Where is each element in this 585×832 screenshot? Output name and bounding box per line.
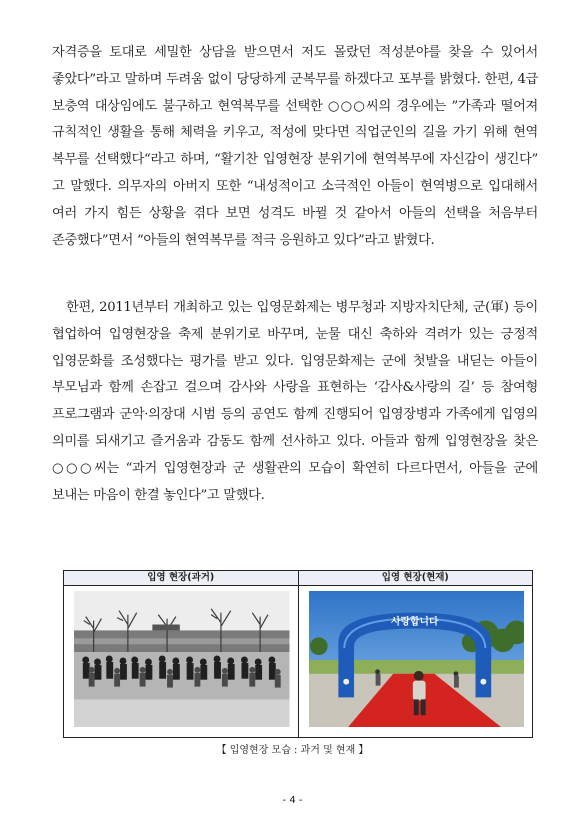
photo-cell-present [298, 571, 533, 737]
photo-caption: 【 입영현장 모습 : 과거 및 현재 】 [216, 745, 369, 756]
photo-header-past: 입영 현장(과거) [64, 571, 298, 586]
body-paragraph-2: 한편, 2011년부터 개최하고 있는 입영문화제는 병무청과 지방자치단체, 군(軍) 등이 협업하여 입영현장을 축제 분위기로 바꾸며, 눈물 대신 축하와 격려가 있는 긍정적 입영문화를 조성했다는 평가를 받고 있다. 입영문화제는 군에 첫발을 내딛는 아들이 부모님과 함께 손잡고 걸으며 감사와 사랑을 표현하는 ‘감사&사랑의 길’ 등 참여형 프로그램과 군악·의장대 시범 등의 공연도 함께 진행되어 입영장병과 가족에게 입영의 의미를 되새기고 즐거움과 감동도 함께 선사하고 있다. 아들과 함께 입영현장을 찾은 ○○○씨는 “과거 입영현장과 군 생활관의 모습이 확연히 다르다면서, 아들을 군에 보내는 마음이 한결 놓인다”고 말했다. [52, 300, 538, 503]
photo-table [63, 570, 533, 738]
photo-past-enlistment [74, 591, 290, 727]
body-paragraph-1: 자격증을 토대로 세밀한 상담을 받으면서 저도 몰랐던 적성분야를 찾을 수 있어서 좋았다”라고 말하며 두려움 없이 당당하게 군복무를 하겠다고 포부를 밝혔다. 한편, 4급 보충역 대상임에도 불구하고 현역복무를 선택한 ○○○씨의 경우에는 ”가족과 떨어져 규칙적인 생활을 통해 체력을 키우고, 적성에 맞다면 직업군인의 길을 가기 위해 현역 복무를 선택했다“라고 하며, “활기찬 입영현장 분위기에 현역복무에 자신감이 생긴다” 고 말했다. 의무자의 아버지 또한 “내성적이고 소극적인 아들이 현역병으로 입대해서 여러 가지 힘든 상황을 겪다 보면 성격도 바뀔 것 같아서 아들의 선택을 처음부터 존중했다”면서 “아들의 현역복무를 적극 응원하고 있다”라고 밝혔다. [52, 45, 538, 248]
page-number: - 4 - [282, 795, 303, 806]
arch-banner-text: 사랑합니다 [390, 616, 438, 628]
photo-cell-past [64, 571, 298, 737]
photo-present-enlistment [309, 591, 525, 727]
photo-header-present: 입영 현장(현재) [299, 571, 533, 586]
